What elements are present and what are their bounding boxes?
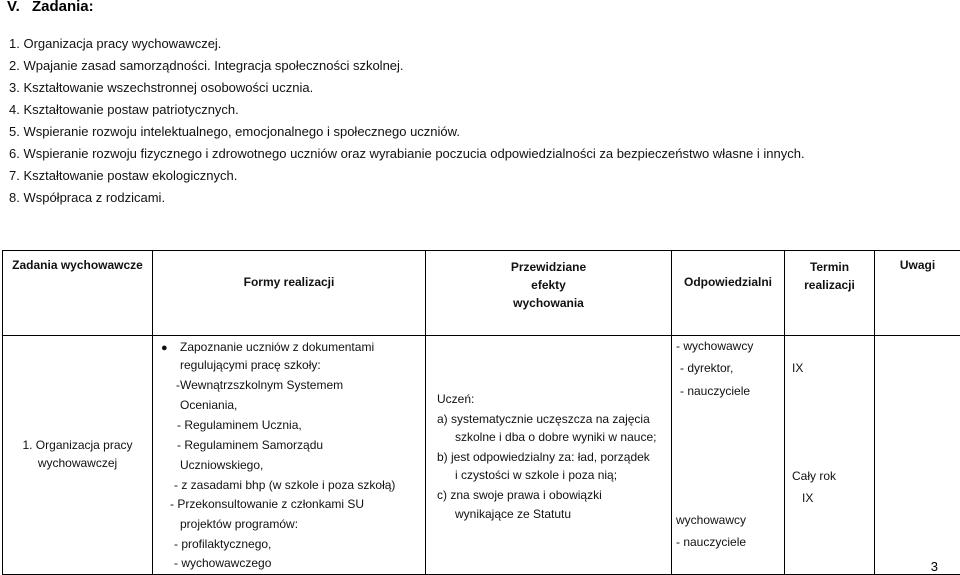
header-effects-line: wychowania (426, 294, 671, 312)
responsible-cell (672, 336, 785, 575)
bullet-icon: ● (161, 342, 168, 354)
task-text-line: wychowawczej (3, 454, 152, 472)
header-effects (426, 251, 672, 336)
forms-line: - Przekonsultowanie z członkami SU (170, 495, 364, 513)
responsible-line: - nauczyciele (680, 382, 750, 400)
responsible-line: - nauczyciele (676, 533, 746, 551)
notes-cell (875, 336, 960, 575)
forms-line: - profilaktycznego, (174, 535, 271, 553)
task-cell (3, 336, 153, 575)
forms-cell (153, 336, 426, 575)
task-text (3, 436, 152, 472)
task-item: 1. Organizacja pracy wychowawczej. (9, 36, 221, 52)
header-forms: Formy realizacji (153, 251, 426, 336)
task-item: 3. Kształtowanie wszechstronnej osobowości ucznia. (9, 80, 313, 96)
forms-line: - wychowawczego (174, 554, 271, 572)
table-header-row (3, 251, 960, 336)
effects-line: c) zna swoje prawa i obowiązki (437, 486, 602, 504)
forms-line: regulującymi pracę szkoły: (180, 356, 321, 374)
header-effects-line: efekty (426, 276, 671, 294)
responsible-line: wychowawcy (676, 511, 746, 529)
header-effects-line: Przewidziane (426, 258, 671, 276)
effects-cell (426, 336, 672, 575)
header-term-line: Termin (785, 258, 874, 276)
forms-line: - Regulaminem Ucznia, (177, 416, 302, 434)
header-term (785, 251, 875, 336)
term-line: IX (802, 489, 813, 507)
term-line: Cały rok (792, 467, 836, 485)
task-item: 6. Wspieranie rozwoju fizycznego i zdrowotnego uczniów oraz wyrabianie poczucia odpowiedzialności za bezpieczeństwo własne i innych. (9, 146, 805, 162)
forms-line: Zapoznanie uczniów z dokumentami (180, 338, 374, 356)
term-line: IX (792, 359, 803, 377)
forms-line: projektów programów: (180, 515, 298, 533)
task-item: 5. Wspieranie rozwoju intelektualnego, emocjonalnego i społecznego uczniów. (9, 124, 460, 140)
table-row (3, 336, 960, 575)
task-item: 7. Kształtowanie postaw ekologicznych. (9, 168, 237, 184)
task-item: 4. Kształtowanie postaw patriotycznych. (9, 102, 239, 118)
effects-line: szkolne i dba o dobre wyniki w nauce; (455, 428, 656, 446)
responsible-line: - dyrektor, (680, 359, 733, 377)
header-responsible: Odpowiedzialni (672, 251, 785, 336)
section-title: Zadania: (32, 0, 94, 15)
section-heading (7, 0, 94, 15)
effects-line: wynikające ze Statutu (455, 505, 571, 523)
forms-line: Oceniania, (180, 396, 237, 414)
header-term-line: realizacji (785, 276, 874, 294)
section-number: V. (7, 0, 20, 15)
forms-line: Uczniowskiego, (180, 456, 263, 474)
page-number: 3 (931, 559, 938, 574)
task-text-line: 1. Organizacja pracy (3, 436, 152, 454)
tasks-table (2, 250, 960, 575)
effects-line: b) jest odpowiedzialny za: ład, porządek (437, 448, 650, 466)
forms-line: -Wewnątrzszkolnym Systemem (176, 376, 343, 394)
forms-line: - z zasadami bhp (w szkole i poza szkołą) (174, 476, 395, 494)
effects-line: i czystości w szkole i poza nią; (455, 466, 617, 484)
forms-line: - Regulaminem Samorządu (177, 436, 323, 454)
task-item: 2. Wpajanie zasad samorządności. Integracja społeczności szkolnej. (9, 58, 404, 74)
header-tasks: Zadania wychowawcze (3, 251, 153, 336)
responsible-line: - wychowawcy (676, 337, 753, 355)
term-cell (785, 336, 875, 575)
header-notes: Uwagi (875, 251, 960, 336)
effects-line: Uczeń: (437, 390, 474, 408)
task-item: 8. Współpraca z rodzicami. (9, 190, 165, 206)
effects-line: a) systematycznie uczęszcza na zajęcia (437, 410, 650, 428)
